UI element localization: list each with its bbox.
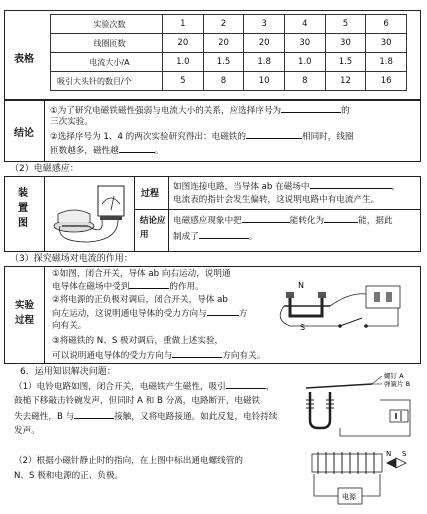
induction-text: 能转化为 xyxy=(289,216,325,226)
compass-south-label: S xyxy=(402,450,407,458)
conclusion-divider xyxy=(44,100,45,162)
force-line-5 xyxy=(52,320,86,332)
induction-apparatus-label: 装置图 xyxy=(18,188,28,229)
table-header-cell: 实验次数 xyxy=(51,15,163,34)
force-text: ③将磁铁的 N、S 极对调后，重做上述实验， xyxy=(52,336,224,346)
force-text: 电导体在磁场中受到 xyxy=(52,282,130,292)
screw-a-label: 螺钉 A xyxy=(384,372,404,380)
induction-text: 。 xyxy=(248,232,258,242)
answer-blank[interactable] xyxy=(172,349,222,358)
power-supply-label: 电源 xyxy=(342,493,356,501)
induction-text: 制成了 xyxy=(173,232,199,242)
switch-icon xyxy=(338,318,368,328)
application-text: 失去磁性，B 与 xyxy=(14,412,75,422)
magnet-icon xyxy=(54,210,94,232)
answer-blank[interactable] xyxy=(74,410,114,419)
conclusion-text: 相同时，线圈 xyxy=(301,132,354,142)
compass-needle-icon xyxy=(386,458,406,468)
induction-process-line-1 xyxy=(173,180,400,193)
force-text: 向左运动，这说明通电导体的受力方向与 xyxy=(52,309,207,319)
application-text: 鼓槌下移敲击铃碗发声，但同时 A 和 B 分离，电路断开，电磁铁 xyxy=(14,396,261,406)
conclusion-label: 结论 xyxy=(14,128,34,139)
table-cell: 20 xyxy=(163,34,204,53)
force-text: 的作用。 xyxy=(169,282,204,292)
answer-blank[interactable] xyxy=(310,180,392,189)
force-divider xyxy=(44,266,45,364)
answer-blank[interactable] xyxy=(281,104,341,113)
induction-conclusion-line-2 xyxy=(173,230,257,243)
force-line-2 xyxy=(52,280,204,293)
table-cell: 8 xyxy=(203,72,244,91)
table-cell: 1.0 xyxy=(284,53,325,72)
application-q2-line-1 xyxy=(14,455,243,467)
conclusion-line-1 xyxy=(50,104,350,117)
force-text: 可以说明通电导体的受力方向与 xyxy=(52,351,173,361)
table-header-cell: 5 xyxy=(325,15,366,34)
application-text: （2）根据小磁针静止时的指向，在上图中标出通电螺线管的 xyxy=(14,456,243,466)
table-cell: 电流大小/A xyxy=(51,53,163,72)
battery-icon xyxy=(390,410,408,422)
table-cell: 1.8 xyxy=(366,53,407,72)
conclusion-line-3 xyxy=(50,130,354,143)
application-text: ， xyxy=(265,382,275,392)
table-section-label: 表格 xyxy=(14,54,34,65)
spring-b-label: 弹簧片 B xyxy=(384,380,411,388)
induction-divider-label xyxy=(168,176,169,252)
application-q1-line-2 xyxy=(14,395,260,407)
force-heading: （3）探究磁场对电流的作用： xyxy=(10,254,133,264)
answer-blank[interactable] xyxy=(324,214,358,223)
force-line-1 xyxy=(52,268,231,280)
table-header-cell: 1 xyxy=(163,15,204,34)
electric-bell-figure xyxy=(300,370,422,440)
induction-divider-left xyxy=(44,176,45,252)
induction-text: ， xyxy=(391,182,401,192)
force-process-label: 实验过程 xyxy=(15,300,35,326)
force-text: ①如图，闭合开关，导体 ab 向右运动，说明通 xyxy=(52,269,231,279)
table-cell: 吸引大头针的数目/个 xyxy=(51,72,163,91)
conclusion-line-4 xyxy=(50,144,163,157)
application-q1-line-3 xyxy=(14,410,278,423)
table-header-cell: 3 xyxy=(244,15,285,34)
table-cell: 30 xyxy=(284,34,325,53)
application-text: （1）电铃电路如图，闭合开关，电磁铁产生磁性，吸引 xyxy=(14,382,226,392)
answer-blank[interactable] xyxy=(207,307,239,316)
table-row xyxy=(51,34,407,53)
table-header-cell: 6 xyxy=(366,15,407,34)
table-cell: 5 xyxy=(163,72,204,91)
conclusion-text: 匝数越多，磁性越 xyxy=(50,146,119,156)
induction-process-label: 过程 xyxy=(141,189,160,199)
application-heading: 6．运用知识解决问题： xyxy=(20,367,116,377)
induction-divider-row xyxy=(134,209,421,210)
answer-blank[interactable] xyxy=(129,280,169,289)
magnet-north-label: N xyxy=(298,281,304,290)
table-cell: 线圈匝数 xyxy=(51,34,163,53)
induction-conclusion-label: 结论应用 xyxy=(140,216,166,240)
magnet-icon xyxy=(286,292,326,316)
induction-process-line-2 xyxy=(173,194,379,206)
table-row xyxy=(51,72,407,91)
experiment-data-table xyxy=(50,14,407,91)
ammeter-icon xyxy=(98,186,124,220)
force-line-3 xyxy=(52,294,228,306)
conclusion-line-2 xyxy=(50,116,93,128)
table-cell: 30 xyxy=(366,34,407,53)
solenoid-figure xyxy=(298,446,410,510)
application-text: 接触，又将电路接通。如此反复，电铃持续 xyxy=(114,412,278,422)
force-line-6 xyxy=(52,335,223,347)
force-text: 方向有关。 xyxy=(222,351,266,361)
electromagnet-icon xyxy=(306,392,334,428)
table-cell: 16 xyxy=(366,72,407,91)
table-header-cell: 4 xyxy=(284,15,325,34)
magnet-south-label: S xyxy=(300,323,306,332)
induction-conclusion-line-1 xyxy=(173,214,393,227)
conclusion-text: ②选择序号为 1、4 的两次实验研究得出：电磁铁的 xyxy=(50,132,246,142)
application-q2-line-2 xyxy=(14,470,123,482)
induction-apparatus-figure xyxy=(48,180,132,248)
answer-blank[interactable] xyxy=(246,130,302,139)
answer-blank[interactable] xyxy=(119,144,155,153)
conclusion-text: 。 xyxy=(154,146,164,156)
compass-north-label: N xyxy=(386,450,392,458)
table-cell: 1.5 xyxy=(325,53,366,72)
table-row xyxy=(51,15,407,34)
power-supply-box xyxy=(338,488,362,504)
force-text: ②将电源的正负极对调后，闭合开关，导体 ab xyxy=(52,295,228,305)
table-header-cell: 2 xyxy=(203,15,244,34)
induction-text: 能，据此 xyxy=(358,216,393,226)
battery-icon xyxy=(366,286,400,308)
induction-divider-mid xyxy=(134,176,135,252)
conclusion-text: 三次实验。 xyxy=(50,117,93,127)
table-cell: 1.0 xyxy=(163,53,204,72)
induction-text: 如图连接电路，当导体 ab 在磁场中 xyxy=(173,182,310,192)
induction-text: 电磁感应现象中把 xyxy=(173,216,242,226)
table-cell: 10 xyxy=(244,72,285,91)
table-cell: 1.8 xyxy=(244,53,285,72)
conclusion-text: 的 xyxy=(341,106,350,116)
table-cell: 30 xyxy=(325,34,366,53)
table-cell: 8 xyxy=(284,72,325,91)
force-text: 方 xyxy=(238,309,248,319)
table-cell: 20 xyxy=(244,34,285,53)
solenoid-icon xyxy=(312,452,382,474)
table-cell: 12 xyxy=(325,72,366,91)
table-cell: 1.5 xyxy=(203,53,244,72)
answer-blank[interactable] xyxy=(226,380,266,389)
force-apparatus-figure xyxy=(270,272,416,336)
induction-heading: （2）电磁感应： xyxy=(10,164,79,174)
application-q1-line-1 xyxy=(14,380,274,393)
application-text: 发声。 xyxy=(14,426,40,436)
force-text: 向有关。 xyxy=(52,321,87,331)
force-line-7 xyxy=(52,349,265,362)
application-text: N、S 极和电源的正、负极。 xyxy=(14,471,124,481)
answer-blank[interactable] xyxy=(242,214,290,223)
table-cell: 20 xyxy=(203,34,244,53)
induction-text: 电流表的指针会发生偏转，这说明电路中有电流产生。 xyxy=(173,195,380,205)
force-line-4 xyxy=(52,307,247,320)
table-row xyxy=(51,53,407,72)
answer-blank[interactable] xyxy=(199,230,249,239)
application-q1-line-4 xyxy=(14,425,40,437)
conclusion-text: ①为了研究电磁铁磁性强弱与电流大小的关系，应选择序号为 xyxy=(50,106,282,116)
